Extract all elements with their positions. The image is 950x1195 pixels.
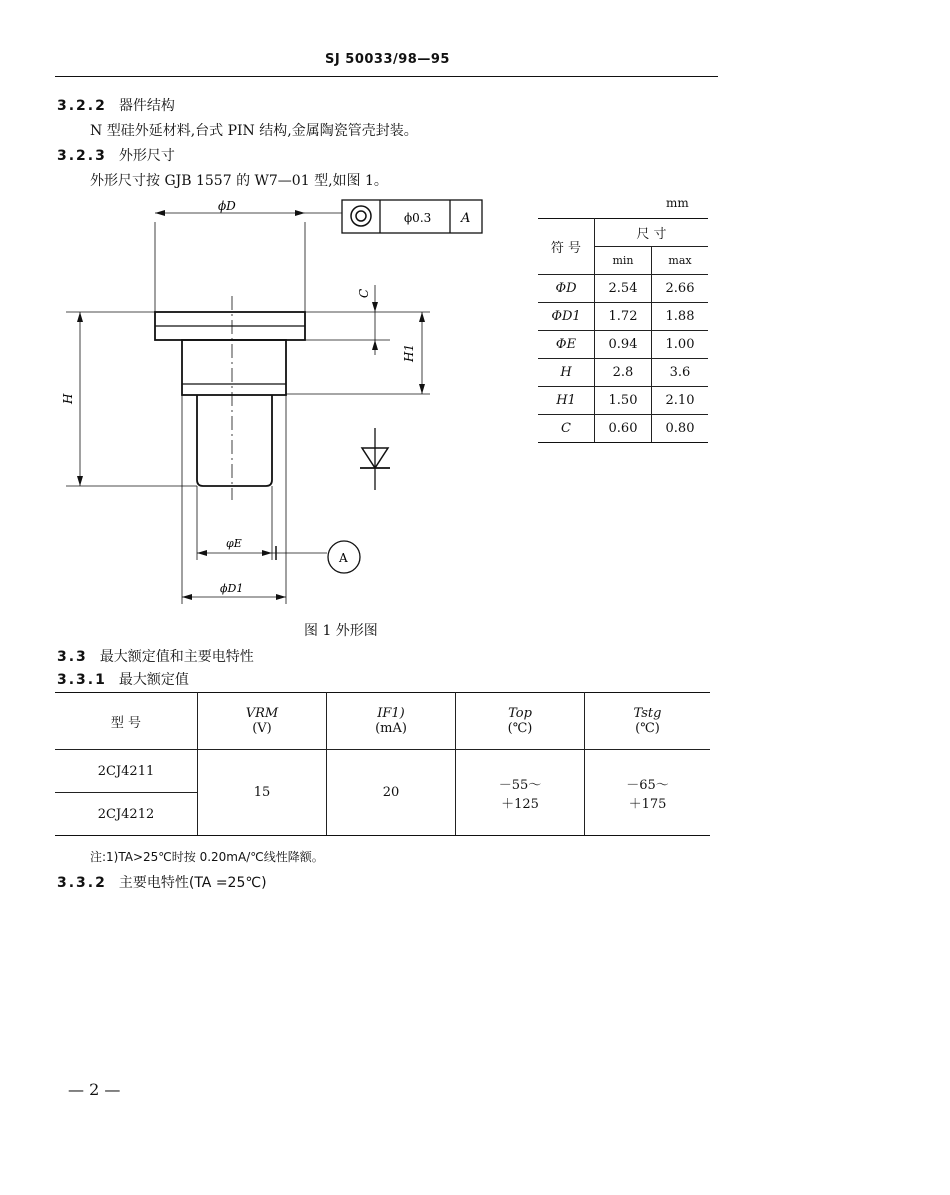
- col-model-header: 型 号: [55, 693, 198, 750]
- section-title: 主要电特性(TA =25℃): [118, 875, 267, 891]
- table-row: [538, 415, 708, 443]
- section-number: 3.2.3: [57, 148, 107, 164]
- dim-min: 2.54: [595, 275, 652, 303]
- col-min-header: min: [595, 247, 652, 275]
- col-top-header: [456, 693, 585, 750]
- body-outline: [182, 340, 286, 395]
- stud-outline: [197, 395, 272, 486]
- tolerance-value: ϕ0.3: [404, 211, 432, 225]
- c-label: C: [357, 288, 371, 298]
- table-row: [538, 387, 708, 415]
- table-row: [538, 359, 708, 387]
- if-symbol: IF1): [377, 706, 405, 721]
- section-number: 3.2.2: [57, 98, 107, 114]
- tstg-range-max: ＋175: [628, 796, 667, 812]
- tstg-range-min: －65～: [626, 777, 669, 793]
- section-3-2-2-heading: [57, 95, 175, 115]
- col-vrm-header: [198, 693, 327, 750]
- section-title: 最大额定值和主要电特性: [99, 649, 254, 665]
- dim-symbol: ΦD1: [538, 303, 595, 331]
- dim-min: 2.8: [595, 359, 652, 387]
- table-row: [538, 331, 708, 359]
- dim-max: 2.66: [652, 275, 709, 303]
- section-3-2-2-body: N 型硅外延材料,台式 PIN 结构,金属陶瓷管壳封装。: [90, 123, 418, 139]
- vrm-symbol: VRM: [245, 706, 279, 721]
- figure-caption: 图 1 外形图: [304, 623, 378, 639]
- dim-max: 0.80: [652, 415, 709, 443]
- col-if-header: [327, 693, 456, 750]
- section-3-2-3-body: 外形尺寸按 GJB 1557 的 W7—01 型,如图 1。: [90, 173, 388, 189]
- vrm-unit: (V): [252, 721, 272, 736]
- model-cell: 2CJ4212: [55, 793, 198, 836]
- dim-table-unit: mm: [666, 196, 689, 210]
- tstg-symbol: Tstg: [633, 706, 662, 721]
- dim-max: 1.00: [652, 331, 709, 359]
- col-max-header: max: [652, 247, 709, 275]
- section-number: 3.3.2: [57, 875, 107, 891]
- col-symbol-header: 符 号: [538, 219, 595, 275]
- phiD1-label: ϕD1: [220, 582, 244, 595]
- datum-label: A: [461, 211, 471, 226]
- section-3-2-3-heading: [57, 145, 175, 165]
- section-number: 3.3.1: [57, 672, 107, 688]
- standard-number: SJ 50033/98—95: [325, 52, 450, 67]
- page-number: — 2 —: [68, 1080, 121, 1099]
- dim-max: 3.6: [652, 359, 709, 387]
- top-value: [456, 750, 585, 836]
- table-row: [538, 275, 708, 303]
- dim-symbol: ΦD: [538, 275, 595, 303]
- dim-max: 1.88: [652, 303, 709, 331]
- phiE-label: φE: [226, 537, 242, 550]
- section-3-3-2-heading: [57, 872, 267, 892]
- section-title: 外形尺寸: [118, 148, 175, 164]
- tstg-unit: (℃): [635, 721, 660, 736]
- section-title: 器件结构: [118, 98, 175, 114]
- top-symbol: Top: [508, 706, 532, 721]
- dimension-table: [538, 218, 708, 443]
- table-row: [538, 303, 708, 331]
- col-tstg-header: [585, 693, 711, 750]
- max-ratings-table: [55, 692, 710, 836]
- section-3-3-heading: [57, 646, 254, 666]
- table-row: [55, 750, 710, 793]
- dim-symbol: H1: [538, 387, 595, 415]
- dim-symbol: C: [538, 415, 595, 443]
- datum-circle-label: A: [339, 551, 348, 565]
- dim-min: 0.60: [595, 415, 652, 443]
- dim-min: 1.50: [595, 387, 652, 415]
- col-size-header: 尺 寸: [595, 219, 709, 247]
- table-note: 注:1)TA>25℃时按 0.20mA/℃线性降额。: [90, 850, 324, 864]
- header-rule: [55, 76, 718, 77]
- if-value: 20: [327, 750, 456, 836]
- top-unit: (℃): [507, 721, 533, 736]
- section-number: 3.3: [57, 649, 88, 665]
- h1-label: H1: [402, 343, 416, 362]
- dim-symbol: ΦE: [538, 331, 595, 359]
- vrm-value: 15: [198, 750, 327, 836]
- dim-max: 2.10: [652, 387, 709, 415]
- dim-min: 0.94: [595, 331, 652, 359]
- top-range-min: －55～: [498, 777, 542, 793]
- section-3-3-1-heading: [57, 669, 189, 689]
- tstg-value: [585, 750, 711, 836]
- top-range-max: ＋125: [501, 796, 539, 812]
- dim-min: 1.72: [595, 303, 652, 331]
- h-label: H: [61, 393, 75, 404]
- outline-drawing: [0, 190, 530, 610]
- dim-symbol: H: [538, 359, 595, 387]
- phiD-label: ϕD: [218, 199, 236, 213]
- model-cell: 2CJ4211: [55, 750, 198, 793]
- if-unit: (mA): [375, 721, 407, 736]
- concentricity-icon: [351, 206, 371, 226]
- section-title: 最大额定值: [118, 672, 189, 688]
